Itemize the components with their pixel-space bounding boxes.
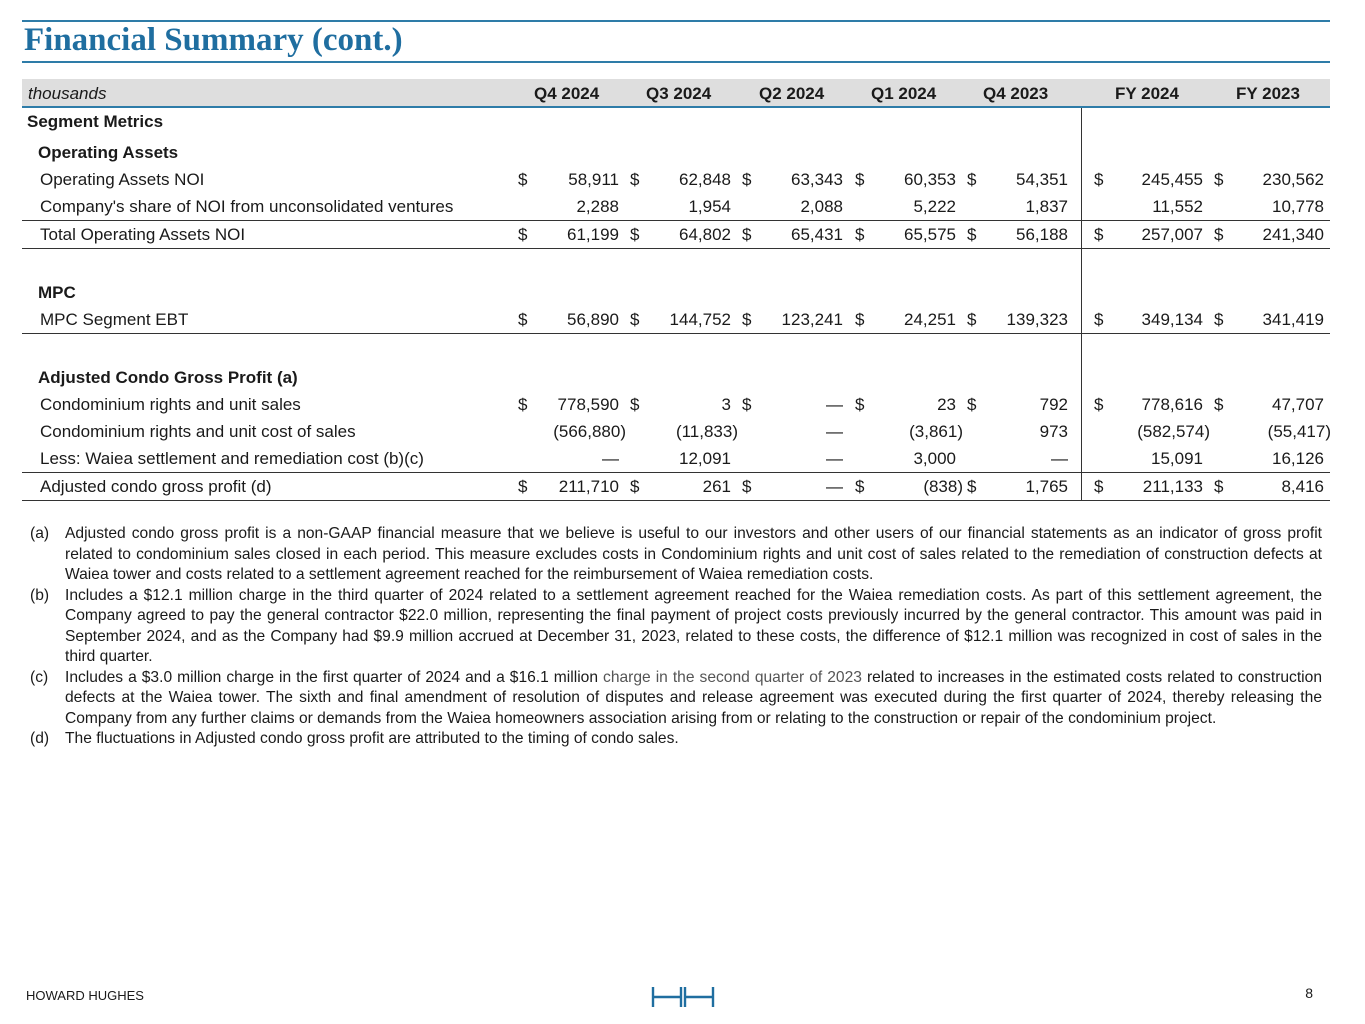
cell-value: 144,752	[669, 310, 731, 329]
currency-symbol: $	[1094, 310, 1104, 329]
cell-value: 3,000	[913, 449, 956, 468]
cell-value: 778,616	[1141, 395, 1203, 414]
currency-symbol: $	[1214, 225, 1224, 244]
row-label: Company's share of NOI from unconsolidated ventures	[40, 197, 454, 216]
page-number: 8	[1305, 985, 1313, 1001]
cell-value: 65,431	[791, 225, 843, 244]
currency-symbol: $	[518, 477, 528, 496]
cell-value: 16,126	[1272, 449, 1324, 468]
currency-symbol: $	[742, 477, 752, 496]
currency-symbol: $	[855, 310, 865, 329]
cell-value: 778,590	[557, 395, 619, 414]
currency-symbol: $	[967, 310, 977, 329]
cell-value: —	[826, 395, 843, 414]
cell-value: 10,778	[1272, 197, 1324, 216]
currency-symbol: $	[855, 477, 865, 496]
section-heading: Adjusted Condo Gross Profit (a)	[38, 368, 298, 387]
cell-value: 211,133	[1142, 477, 1203, 496]
spacer-row	[22, 249, 1330, 279]
currency-symbol: $	[1214, 477, 1224, 496]
company-logo	[651, 986, 715, 1008]
financial-table	[22, 79, 1330, 501]
cell-value: —	[826, 477, 843, 496]
currency-symbol: $	[518, 395, 528, 414]
section-row	[22, 364, 1330, 391]
cell-value: —	[826, 449, 843, 468]
currency-symbol: $	[855, 395, 865, 414]
cell-value: 24,251	[904, 310, 956, 329]
col-header: Q4 2024	[534, 84, 600, 103]
currency-symbol: $	[967, 477, 977, 496]
row-label: Less: Waiea settlement and remediation cost (b)(c)	[40, 449, 424, 468]
currency-symbol: $	[967, 395, 977, 414]
cell-value: 56,188	[1016, 225, 1068, 244]
table-body	[22, 108, 1330, 501]
cell-value: 341,419	[1262, 310, 1324, 329]
row-label: Condominium rights and unit cost of sales	[40, 422, 356, 441]
cell-value: 1,765	[1025, 477, 1068, 496]
currency-symbol: $	[855, 170, 865, 189]
cell-value: 1,837	[1025, 197, 1068, 216]
cell-value: (838)	[923, 477, 963, 496]
currency-symbol: $	[630, 225, 640, 244]
col-header: Q4 2023	[983, 84, 1049, 103]
footnote: (a) Adjusted condo gross profit is a non-GAAP financial measure that we believe is useful to our investors and other users of our financial statements as an indicator of gross profit related to condominium sales closed in each period. This measure excludes costs in Condominium rights and unit cost of sales related to the remediation of construction defects at Waiea tower and costs related to a settlement agreement reached for the reimbursement of Waiea remediation costs.	[30, 525, 1322, 583]
currency-symbol: $	[742, 310, 752, 329]
footnotes	[30, 524, 1322, 750]
currency-symbol: $	[518, 225, 528, 244]
cell-value: 63,343	[791, 170, 843, 189]
currency-symbol: $	[630, 170, 640, 189]
spacer-row	[22, 334, 1330, 364]
cell-value: —	[826, 422, 843, 441]
row-label: Operating Assets NOI	[40, 170, 205, 189]
table-row	[22, 473, 1330, 501]
currency-symbol: $	[1094, 477, 1104, 496]
section-row	[22, 108, 1330, 135]
cell-value: (55,417)	[1267, 422, 1331, 441]
footnote: (c) Includes a $3.0 million charge in the first quarter of 2024 and a $16.1 million charge in the second quarter of 2023 related to increases in the estimated costs related to construction defects at the Waiea tower. The sixth and final amendment of resolution of disputes and release agreement was executed during the first quarter of 2024, thereby releasing the Company from any further claims or demands from the Waiea homeowners association arising from or relating to the construction or repair of the condominium project.	[30, 668, 1322, 727]
section-heading: Operating Assets	[38, 143, 179, 162]
cell-value: 23	[937, 395, 956, 414]
units-label: thousands	[28, 84, 107, 103]
cell-value: 56,890	[567, 310, 619, 329]
cell-value: (11,833)	[675, 422, 738, 441]
table-row	[22, 166, 1330, 193]
cell-value: 11,552	[1152, 197, 1203, 216]
title-rule	[22, 61, 1330, 63]
cell-value: 230,562	[1262, 170, 1324, 189]
cell-value: 54,351	[1016, 170, 1068, 189]
currency-symbol: $	[742, 395, 752, 414]
cell-value: 65,575	[904, 225, 956, 244]
cell-value: 15,091	[1151, 449, 1203, 468]
cell-value: 2,288	[576, 197, 619, 216]
fy-divider	[1081, 108, 1082, 500]
currency-symbol: $	[1214, 170, 1224, 189]
cell-value: 261	[702, 477, 731, 496]
currency-symbol: $	[1214, 310, 1224, 329]
table-row	[22, 445, 1330, 473]
cell-value: 973	[1039, 422, 1068, 441]
table-header	[22, 79, 1330, 108]
col-header: Q1 2024	[871, 84, 937, 103]
cell-value: 123,241	[781, 310, 843, 329]
currency-symbol: $	[518, 310, 528, 329]
cell-value: —	[602, 449, 619, 468]
cell-value: 5,222	[913, 197, 956, 216]
col-header: Q3 2024	[646, 84, 712, 103]
cell-value: 792	[1039, 395, 1068, 414]
cell-value: 245,455	[1141, 170, 1203, 189]
cell-value: 257,007	[1141, 225, 1203, 244]
table-row	[22, 193, 1330, 221]
cell-value: 61,199	[567, 225, 619, 244]
cell-value: 8,416	[1281, 477, 1324, 496]
page-title: Financial Summary (cont.)	[24, 22, 403, 58]
row-label: MPC Segment EBT	[40, 310, 189, 329]
currency-symbol: $	[1094, 395, 1104, 414]
row-label: Total Operating Assets NOI	[40, 225, 246, 244]
footnote: (d) The fluctuations in Adjusted condo gross profit are attributed to the timing of condo sales.	[30, 730, 679, 747]
cell-value: 349,134	[1141, 310, 1203, 329]
currency-symbol: $	[630, 395, 640, 414]
table-row	[22, 306, 1330, 334]
cell-value: 60,353	[904, 170, 956, 189]
cell-value: 58,911	[568, 170, 619, 189]
section-row	[22, 139, 1330, 166]
cell-value: 211,710	[558, 477, 619, 496]
currency-symbol: $	[1094, 170, 1104, 189]
cell-value: 3	[721, 395, 731, 414]
cell-value: —	[1051, 449, 1068, 468]
table-row	[22, 391, 1330, 418]
currency-symbol: $	[630, 310, 640, 329]
table-row	[22, 221, 1330, 249]
currency-symbol: $	[1094, 225, 1104, 244]
col-header: FY 2024	[1115, 84, 1179, 103]
cell-value: 2,088	[800, 197, 843, 216]
currency-symbol: $	[630, 477, 640, 496]
currency-symbol: $	[967, 225, 977, 244]
company-name: HOWARD HUGHES	[26, 988, 144, 1003]
col-header: Q2 2024	[759, 84, 825, 103]
cell-value: 64,802	[679, 225, 731, 244]
cell-value: (582,574)	[1137, 422, 1210, 441]
section-row	[22, 279, 1330, 306]
currency-symbol: $	[742, 225, 752, 244]
col-header: FY 2023	[1236, 84, 1300, 103]
cell-value: 47,707	[1272, 395, 1324, 414]
section-heading: Segment Metrics	[27, 112, 164, 131]
cell-value: 1,954	[688, 197, 731, 216]
cell-value: 12,091	[679, 449, 731, 468]
row-label: Adjusted condo gross profit (d)	[40, 477, 272, 496]
footnote: (b) Includes a $12.1 million charge in the third quarter of 2024 related to a settlement agreement reached for the Waiea remediation costs. As part of this settlement agreement, the Company agreed to pay the general contractor $22.0 million, representing the final payment of project costs previously incurred by the general contractor. This amount was paid in September 2024, and as the Company had $9.9 million accrued at December 31, 2023, related to these costs, the difference of $12.1 million was recognized in cost of sales in the third quarter.	[30, 586, 1322, 665]
cell-value: 241,340	[1262, 225, 1324, 244]
cell-value: (3,861)	[909, 422, 963, 441]
cell-value: 62,848	[679, 170, 731, 189]
currency-symbol: $	[855, 225, 865, 244]
cell-value: 139,323	[1006, 310, 1068, 329]
currency-symbol: $	[1214, 395, 1224, 414]
currency-symbol: $	[518, 170, 528, 189]
currency-symbol: $	[742, 170, 752, 189]
currency-symbol: $	[967, 170, 977, 189]
table-row	[22, 418, 1330, 445]
cell-value: (566,880)	[553, 422, 626, 441]
section-heading: MPC	[38, 283, 76, 302]
row-label: Condominium rights and unit sales	[40, 395, 301, 414]
